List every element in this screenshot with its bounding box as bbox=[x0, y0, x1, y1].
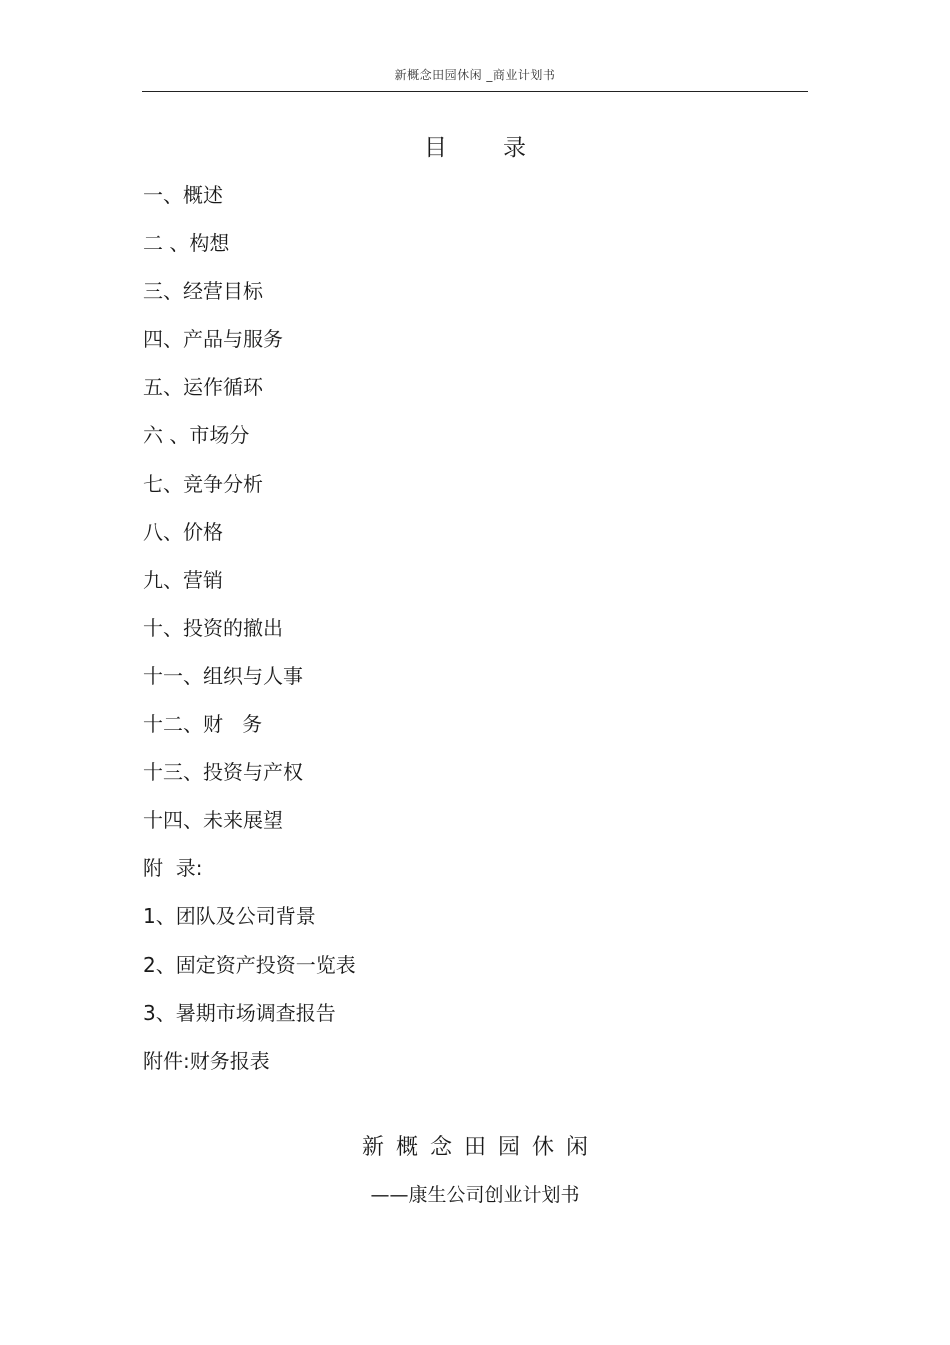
toc-list bbox=[143, 180, 356, 1094]
header-rule bbox=[142, 91, 808, 92]
toc-item-team-background: 1、团队及公司背景 bbox=[143, 904, 316, 929]
toc-item-finance: 十二、财 务 bbox=[143, 712, 263, 737]
toc-item-business-goals: 三、经营目标 bbox=[143, 279, 263, 304]
toc-item-competition-analysis: 七、竞争分析 bbox=[143, 471, 263, 496]
toc-title: 目录 bbox=[424, 135, 582, 161]
running-header: 新概念田园休闲 _商业计划书 bbox=[394, 68, 556, 82]
toc-item-summer-survey: 3、暑期市场调查报告 bbox=[143, 1000, 336, 1025]
toc-item-pricing: 八、价格 bbox=[143, 519, 223, 544]
toc-item-investment-equity: 十三、投资与产权 bbox=[143, 760, 303, 785]
toc-item-attachment-financials: 附件:财务报表 bbox=[143, 1048, 270, 1073]
toc-item-products-services: 四、产品与服务 bbox=[143, 327, 283, 352]
toc-item-future-outlook: 十四、未来展望 bbox=[143, 808, 283, 833]
toc-item-appendix: 附 录: bbox=[143, 856, 203, 881]
document-title: 新概念田园休闲 bbox=[361, 1135, 600, 1160]
document-subtitle: ——康生公司创业计划书 bbox=[370, 1184, 580, 1206]
toc-item-concept: 二 、构想 bbox=[143, 231, 230, 256]
toc-item-market-analysis: 六 、市场分 bbox=[143, 423, 250, 448]
toc-item-fixed-assets-table: 2、固定资产投资一览表 bbox=[143, 952, 356, 977]
toc-item-investment-exit: 十、投资的撤出 bbox=[143, 615, 283, 640]
toc-item-overview: 一、概述 bbox=[143, 183, 223, 207]
toc-item-operation-cycle: 五、运作循环 bbox=[143, 375, 263, 400]
toc-item-organization-personnel: 十一、组织与人事 bbox=[143, 663, 303, 688]
toc-item-marketing: 九、营销 bbox=[143, 567, 223, 592]
